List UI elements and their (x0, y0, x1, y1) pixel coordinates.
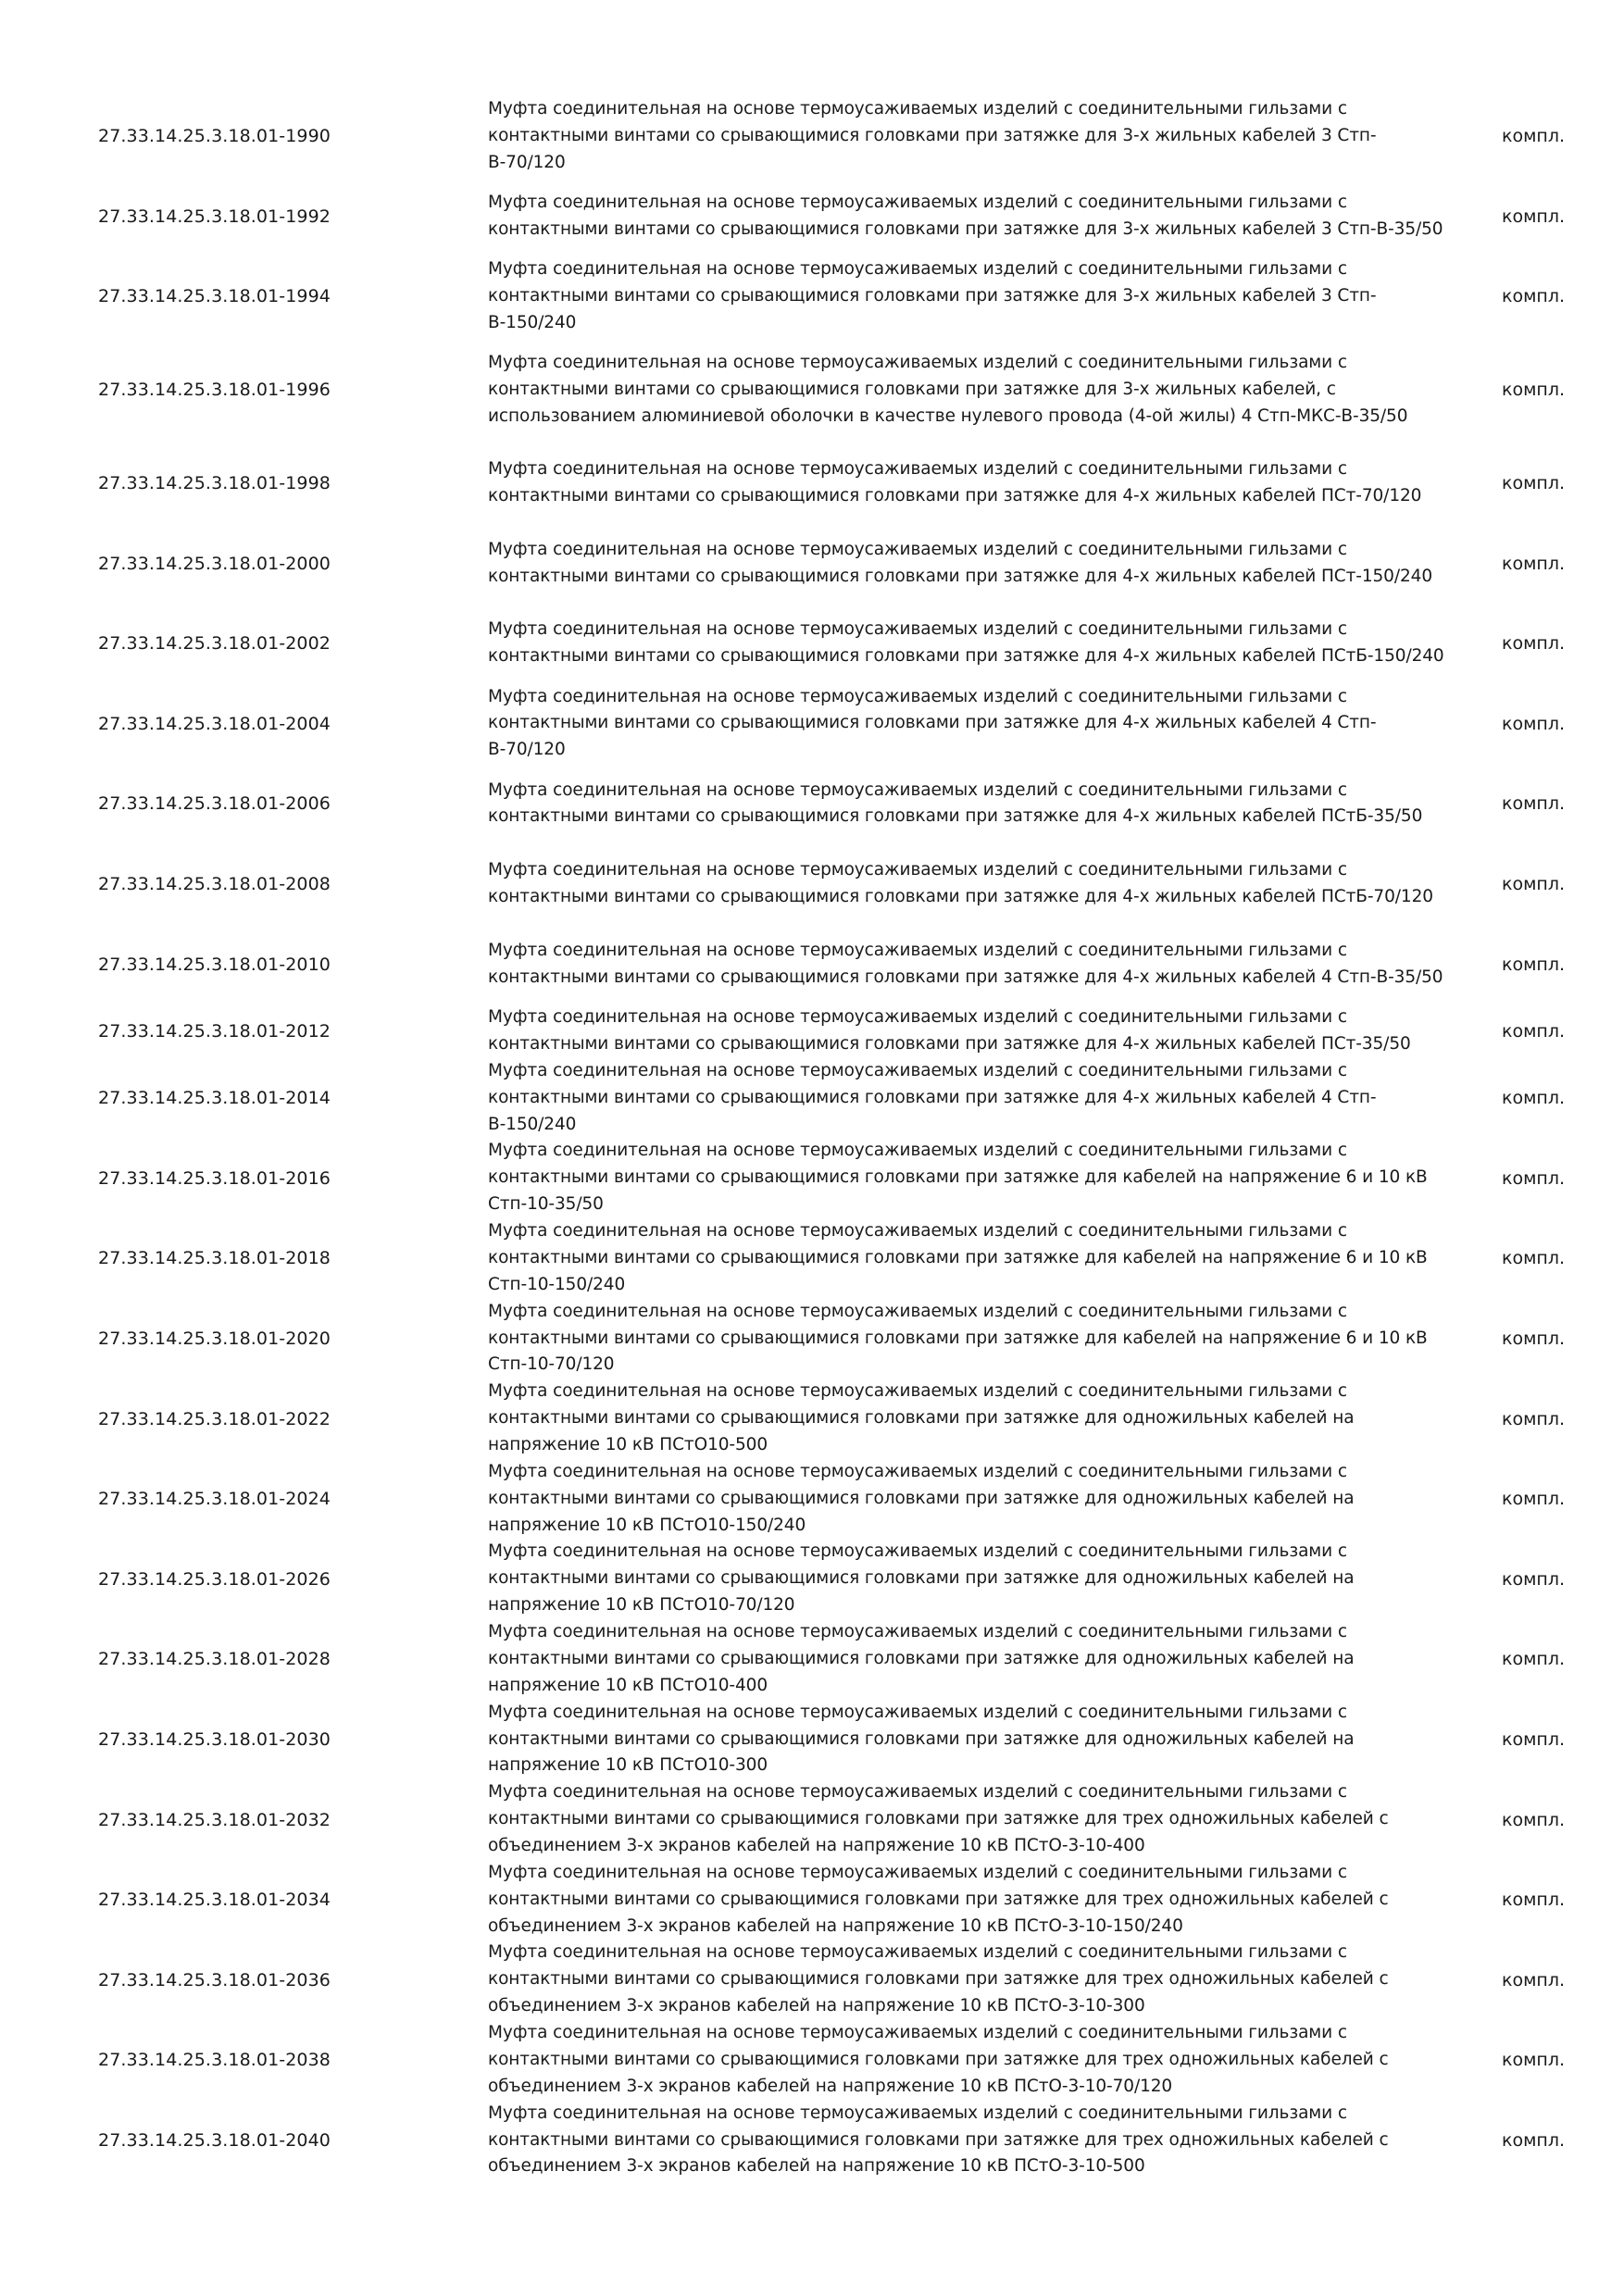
item-unit: компл. (1502, 1568, 1566, 1590)
item-description: Муфта соединительная на основе термоусаживаемых изделий с соединительными гильзами с контактными винтами со срывающимися головками при затяжке для кабелей на напряжение 6 и 10 кВ Стп-10-150/240 (488, 1221, 1428, 1294)
item-code: 27.33.14.25.3.18.01-2006 (98, 793, 331, 815)
item-code: 27.33.14.25.3.18.01-1992 (98, 206, 331, 227)
item-unit: компл. (1502, 1890, 1566, 1911)
item-description: Муфта соединительная на основе термоусаживаемых изделий с соединительными гильзами с контактными винтами со срывающимися головками при затяжке для 4-х жильных кабелей ПСтБ-150/240 (488, 619, 1444, 667)
table-row (0, 1860, 1624, 1940)
item-unit: компл. (1502, 380, 1566, 401)
item-description: Муфта соединительная на основе термоусаживаемых изделий с соединительными гильзами с контактными винтами со срывающимися головками при затяжке для одножильных кабелей на напряжение 10 кВ ПСтО10-150/240 (488, 1461, 1355, 1535)
table-row (0, 1004, 1624, 1058)
item-code: 27.33.14.25.3.18.01-2000 (98, 553, 331, 574)
item-description: Муфта соединительная на основе термоусаживаемых изделий с соединительными гильзами с контактными винтами со срывающимися головками при затяжке для 4-х жильных кабелей ПСт-35/50 (488, 1007, 1411, 1054)
table-row (0, 1459, 1624, 1540)
item-unit: компл. (1502, 1329, 1566, 1350)
price-list-table (0, 96, 1624, 2180)
item-code: 27.33.14.25.3.18.01-1996 (98, 380, 331, 401)
item-description: Муфта соединительная на основе термоусаживаемых изделий с соединительными гильзами с контактными винтами со срывающимися головками при затяжке для 3-х жильных кабелей 3 Стп-В-35/50 (488, 192, 1443, 239)
item-code: 27.33.14.25.3.18.01-1990 (98, 126, 331, 147)
item-code: 27.33.14.25.3.18.01-2024 (98, 1489, 331, 1510)
item-unit: компл. (1502, 1969, 1566, 1990)
item-description: Муфта соединительная на основе термоусаживаемых изделий с соединительными гильзами с контактными винтами со срывающимися головками при затяжке для одножильных кабелей на напряжение 10 кВ ПСтО10-500 (488, 1381, 1355, 1455)
item-code: 27.33.14.25.3.18.01-2030 (98, 1728, 331, 1750)
item-code: 27.33.14.25.3.18.01-2008 (98, 874, 331, 895)
item-unit: компл. (1502, 874, 1566, 895)
item-code: 27.33.14.25.3.18.01-2028 (98, 1649, 331, 1670)
item-description: Муфта соединительная на основе термоусаживаемых изделий с соединительными гильзами с контактными винтами со срывающимися головками при затяжке для 4-х жильных кабелей ПСтБ-70/120 (488, 860, 1433, 907)
table-row (0, 1379, 1624, 1459)
item-unit: компл. (1502, 1088, 1566, 1109)
table-row (0, 1779, 1624, 1860)
item-unit: компл. (1502, 2050, 1566, 2071)
item-code: 27.33.14.25.3.18.01-2034 (98, 1890, 331, 1911)
item-unit: компл. (1502, 206, 1566, 227)
item-description: Муфта соединительная на основе термоусаживаемых изделий с соединительными гильзами с контактными винтами со срывающимися головками при затяжке для трех одножильных кабелей с объединением 3-х экранов кабелей на напряжение 10 кВ ПСтО-3-10-500 (488, 2103, 1389, 2177)
item-unit: компл. (1502, 1020, 1566, 1042)
item-unit: компл. (1502, 126, 1566, 147)
item-description: Муфта соединительная на основе термоусаживаемых изделий с соединительными гильзами с контактными винтами со срывающимися головками при затяжке для трех одножильных кабелей с объединением 3-х экранов кабелей на напряжение 10 кВ ПСтО-3-10-70/120 (488, 2023, 1389, 2096)
item-code: 27.33.14.25.3.18.01-2018 (98, 1248, 331, 1269)
item-description: Муфта соединительная на основе термоусаживаемых изделий с соединительными гильзами с контактными винтами со срывающимися головками при затяжке для одножильных кабелей на напряжение 10 кВ ПСтО10-300 (488, 1702, 1355, 1776)
item-description: Муфта соединительная на основе термоусаживаемых изделий с соединительными гильзами с контактными винтами со срывающимися головками при затяжке для кабелей на напряжение 6 и 10 кВ Стп-10-35/50 (488, 1141, 1428, 1215)
item-unit: компл. (1502, 473, 1566, 494)
item-description: Муфта соединительная на основе термоусаживаемых изделий с соединительными гильзами с контактными винтами со срывающимися головками при затяжке для 3-х жильных кабелей 3 Стп-В-150/240 (488, 259, 1377, 332)
table-row (0, 96, 1624, 177)
table-row (0, 2020, 1624, 2101)
table-row (0, 604, 1624, 684)
item-unit: компл. (1502, 633, 1566, 655)
item-code: 27.33.14.25.3.18.01-2040 (98, 2129, 331, 2151)
table-row (0, 1139, 1624, 1219)
item-unit: компл. (1502, 954, 1566, 975)
item-unit: компл. (1502, 1728, 1566, 1750)
item-code: 27.33.14.25.3.18.01-2036 (98, 1969, 331, 1990)
item-code: 27.33.14.25.3.18.01-2002 (98, 633, 331, 655)
table-row (0, 443, 1624, 524)
item-code: 27.33.14.25.3.18.01-2032 (98, 1809, 331, 1830)
item-unit: компл. (1502, 793, 1566, 815)
table-row (0, 764, 1624, 844)
table-row (0, 924, 1624, 1004)
item-description: Муфта соединительная на основе термоусаживаемых изделий с соединительными гильзами с контактными винтами со срывающимися головками при затяжке для трех одножильных кабелей с объединением 3-х экранов кабелей на напряжение 10 кВ ПСтО-3-10-400 (488, 1782, 1389, 1856)
table-row (0, 1700, 1624, 1780)
item-description: Муфта соединительная на основе термоусаживаемых изделий с соединительными гильзами с контактными винтами со срывающимися головками при затяжке для трех одножильных кабелей с объединением 3-х экранов кабелей на напряжение 10 кВ ПСтО-3-10-150/240 (488, 1862, 1389, 1936)
table-row (0, 256, 1624, 337)
table-row (0, 844, 1624, 925)
item-unit: компл. (1502, 1248, 1566, 1269)
item-code: 27.33.14.25.3.18.01-2010 (98, 954, 331, 975)
item-unit: компл. (1502, 1489, 1566, 1510)
item-code: 27.33.14.25.3.18.01-2004 (98, 713, 331, 734)
item-code: 27.33.14.25.3.18.01-2016 (98, 1167, 331, 1189)
item-description: Муфта соединительная на основе термоусаживаемых изделий с соединительными гильзами с контактными винтами со срывающимися головками при затяжке для 4-х жильных кабелей 4 Стп-В-150/240 (488, 1060, 1377, 1134)
item-description: Муфта соединительная на основе термоусаживаемых изделий с соединительными гильзами с контактными винтами со срывающимися головками при затяжке для 4-х жильных кабелей ПСтБ-35/50 (488, 780, 1423, 827)
item-description: Муфта соединительная на основе термоусаживаемых изделий с соединительными гильзами с контактными винтами со срывающимися головками при затяжке для одножильных кабелей на напряжение 10 кВ ПСтО10-400 (488, 1622, 1355, 1695)
table-row (0, 1619, 1624, 1700)
item-description: Муфта соединительная на основе термоусаживаемых изделий с соединительными гильзами с контактными винтами со срывающимися головками при затяжке для 4-х жильных кабелей ПСт-150/240 (488, 539, 1432, 586)
item-description: Муфта соединительная на основе термоусаживаемых изделий с соединительными гильзами с контактными винтами со срывающимися головками при затяжке для 3-х жильных кабелей, с использованием алюминиевой оболочки в качестве нулевого провода (4-ой жилы) 4 Стп-МКС-В-35/50 (488, 352, 1408, 426)
item-unit: компл. (1502, 2129, 1566, 2151)
item-code: 27.33.14.25.3.18.01-2012 (98, 1020, 331, 1042)
item-code: 27.33.14.25.3.18.01-2026 (98, 1568, 331, 1590)
item-unit: компл. (1502, 1408, 1566, 1429)
table-row (0, 1540, 1624, 1620)
item-description: Муфта соединительная на основе термоусаживаемых изделий с соединительными гильзами с контактными винтами со срывающимися головками при затяжке для 4-х жильных кабелей ПСт-70/120 (488, 459, 1422, 506)
table-row (0, 2101, 1624, 2181)
item-description: Муфта соединительная на основе термоусаживаемых изделий с соединительными гильзами с контактными винтами со срывающимися головками при затяжке для 4-х жильных кабелей 4 Стп-В-35/50 (488, 940, 1443, 987)
table-row (0, 1058, 1624, 1139)
item-unit: компл. (1502, 1809, 1566, 1830)
item-unit: компл. (1502, 1167, 1566, 1189)
item-code: 27.33.14.25.3.18.01-2038 (98, 2050, 331, 2071)
table-row (0, 523, 1624, 604)
item-code: 27.33.14.25.3.18.01-1994 (98, 286, 331, 307)
item-description: Муфта соединительная на основе термоусаживаемых изделий с соединительными гильзами с контактными винтами со срывающимися головками при затяжке для 3-х жильных кабелей 3 Стп-В-70/120 (488, 98, 1377, 172)
item-code: 27.33.14.25.3.18.01-2014 (98, 1088, 331, 1109)
table-row (0, 684, 1624, 765)
item-description: Муфта соединительная на основе термоусаживаемых изделий с соединительными гильзами с контактными винтами со срывающимися головками при затяжке для трех одножильных кабелей с объединением 3-х экранов кабелей на напряжение 10 кВ ПСтО-3-10-300 (488, 1942, 1389, 2016)
item-code: 27.33.14.25.3.18.01-1998 (98, 473, 331, 494)
table-row (0, 1218, 1624, 1299)
item-unit: компл. (1502, 1649, 1566, 1670)
item-unit: компл. (1502, 553, 1566, 574)
table-row (0, 1940, 1624, 2020)
item-description: Муфта соединительная на основе термоусаживаемых изделий с соединительными гильзами с контактными винтами со срывающимися головками при затяжке для одножильных кабелей на напряжение 10 кВ ПСтО10-70/120 (488, 1541, 1355, 1616)
table-row (0, 177, 1624, 257)
item-unit: компл. (1502, 713, 1566, 734)
table-row (0, 1299, 1624, 1379)
item-code: 27.33.14.25.3.18.01-2020 (98, 1329, 331, 1350)
item-unit: компл. (1502, 286, 1566, 307)
item-description: Муфта соединительная на основе термоусаживаемых изделий с соединительными гильзами с контактными винтами со срывающимися головками при затяжке для кабелей на напряжение 6 и 10 кВ Стп-10-70/120 (488, 1301, 1428, 1375)
item-description: Муфта соединительная на основе термоусаживаемых изделий с соединительными гильзами с контактными винтами со срывающимися головками при затяжке для 4-х жильных кабелей 4 Стп-В-70/120 (488, 686, 1377, 760)
item-code: 27.33.14.25.3.18.01-2022 (98, 1408, 331, 1429)
table-row (0, 337, 1624, 443)
